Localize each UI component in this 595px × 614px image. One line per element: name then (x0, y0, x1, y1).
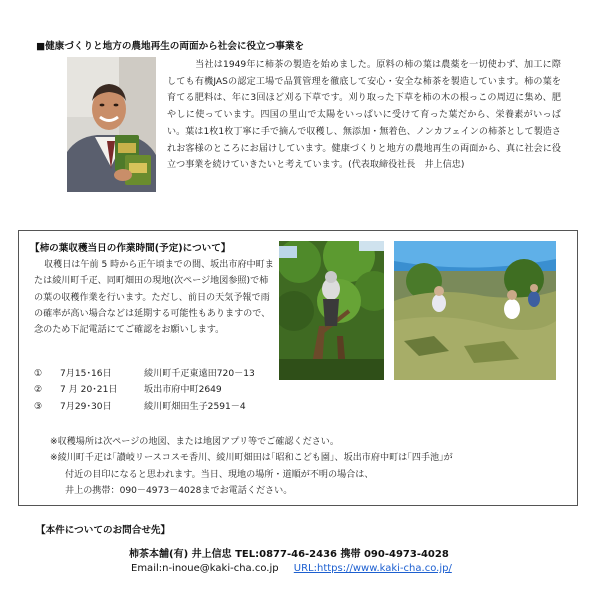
contact-phone-line: 柿茶本舗(有) 井上信忠 TEL:0877-46-2436 携帯 090-4973-4028 (129, 549, 449, 560)
note-line: ※収穫場所は次ページの地図、または地図アプリ等でご確認ください。 (50, 437, 339, 447)
note-line: ※綾川町千疋は｢讃岐リースコスモ香川、綾川町畑田は｢昭和こども園｣、坂出市府中町は｢四手池｣が (50, 453, 453, 464)
president-photo (67, 57, 156, 192)
contact-email[interactable]: Email:n-inoue@kaki-cha.co.jp (131, 563, 279, 574)
note-line: 井上の携帯：090－4973－4028までお電話ください。 (65, 486, 293, 497)
harvest-title: 【柿の葉収穫当日の作業時間(予定)について】 (30, 243, 231, 254)
schedule-row: ① 7月15･16日 綾川町千疋東遠田720－13 (34, 369, 255, 379)
section-title: ■健康づくりと地方の農地再生の両面から社会に役立つ事業を (36, 41, 305, 52)
contact-url-link[interactable]: URL:https://www.kaki-cha.co.jp/ (293, 563, 452, 574)
contact-title: 【本件についてのお問合せ先】 (36, 525, 171, 536)
contact-web-line (131, 563, 452, 574)
leaf-sorting-photo (394, 241, 556, 380)
schedule-row: ② 7 月 20･21日 坂出市府中町2649 (34, 385, 222, 396)
harvest-body: 収穫日は午前 5 時から正午頃までの間、坂出市府中町または綾川町千疋、同町畑田の現地(次ページ地図参照)で柿の葉の収穫作業を行います。ただし、前日の天気予報で雨の確率が高い場合などは延期する可能性もありますので、念のため下記電話にてご確認をお願いします。 (34, 260, 274, 336)
harvest-schedule (34, 366, 255, 415)
note-line: 付近の目印になると思われます。当日、現地の場所・道順が不明の場合は、 (65, 469, 374, 480)
tree-harvest-photo (279, 241, 384, 380)
schedule-row: ③ 7月29･30日 綾川町畑田生子2591－4 (34, 401, 246, 412)
harvest-notes (50, 434, 453, 500)
intro-paragraph: 当社は1949年に柿茶の製造を始めました。原料の柿の葉は農薬を一切使わず、加工に際しても有機JASの認定工場で品質管理を徹底して安心・安全な柿茶を製造しています。柿の葉を育てる肥料は、年に3回ほど刈る下草です。刈り取った下草を柿の木の根っこの周辺に集め、肥やしに使っています。四国の里山で太陽をいっぱいに受けて育った葉だから、栄養素がいっぱい。葉は1枚1枚丁寧に手で摘んで収穫し、無添加・無着色、ノンカフェインの柿茶として製造されお客様のところにお届けしています。健康づくりと地方の農地再生の両面から、真に社会に役立つ事業を続けていきたいと考えています。(代表取締役社長 井上信忠) (167, 60, 561, 171)
